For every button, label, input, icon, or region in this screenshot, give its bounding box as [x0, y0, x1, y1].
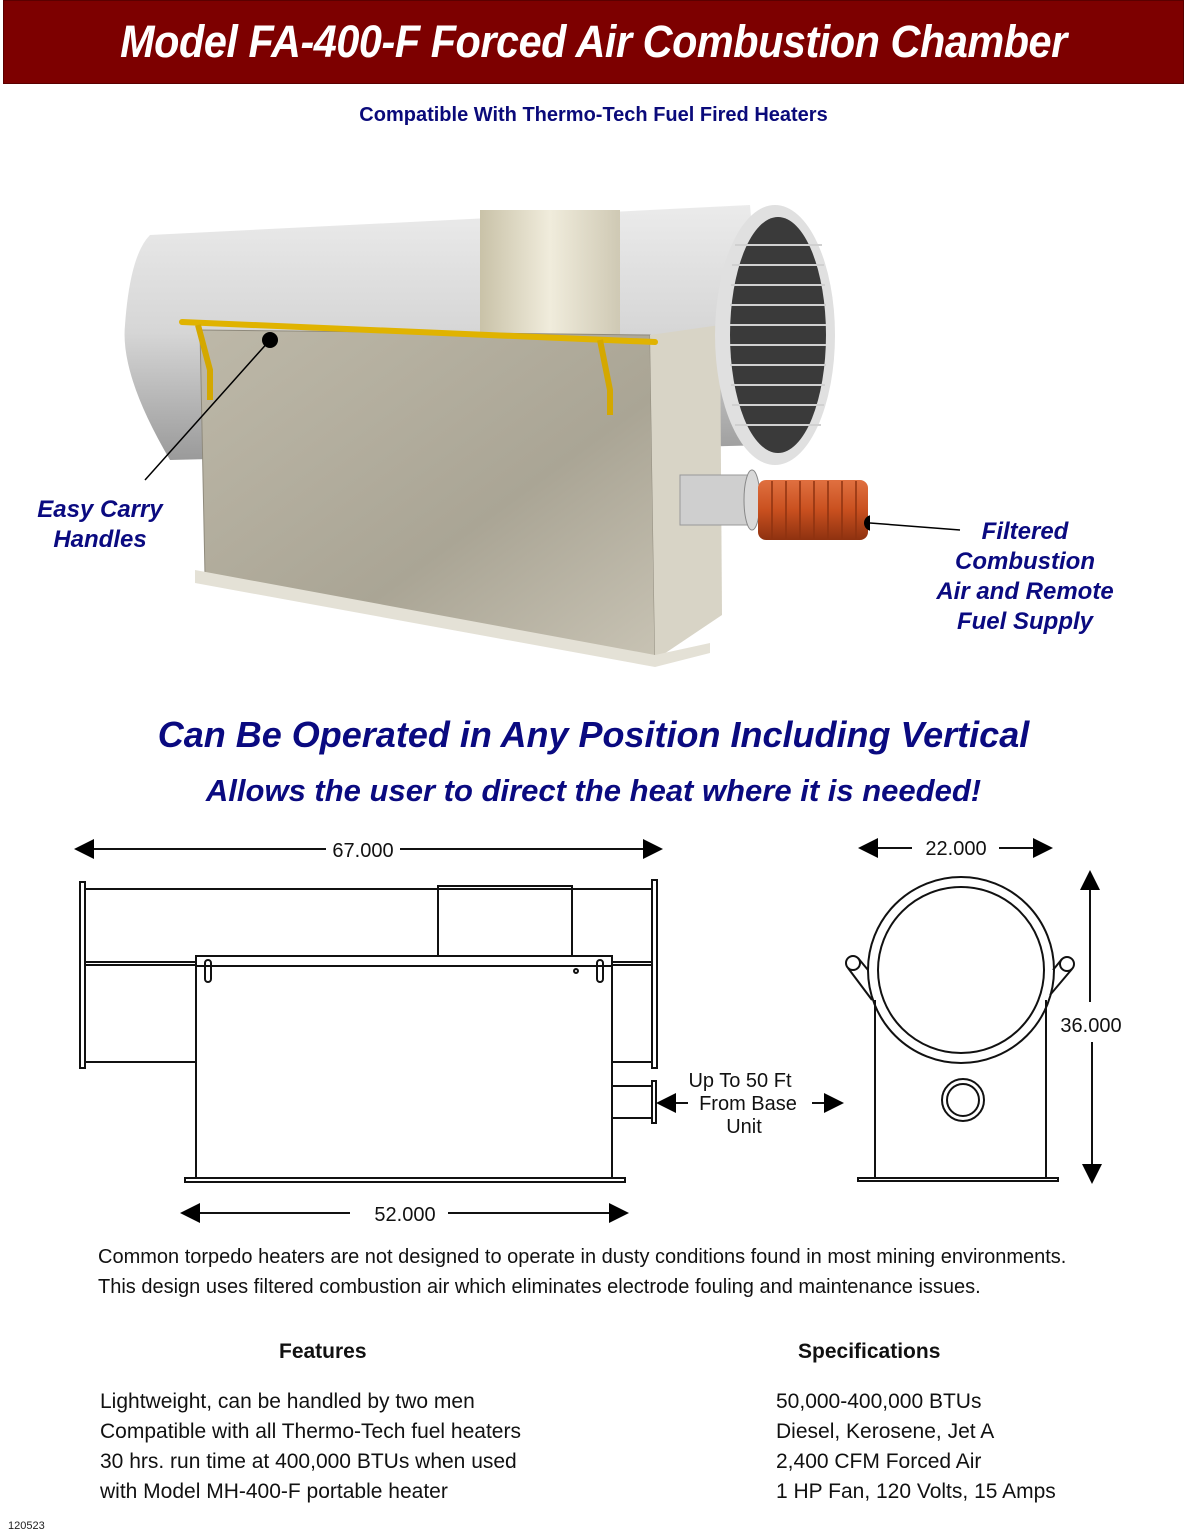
title-banner	[3, 0, 1184, 84]
callout-filtered-air: Filtered Combustion Air and Remote Fuel Supply	[936, 518, 1114, 635]
list-item: 50,000-400,000 BTUs	[776, 1390, 982, 1413]
list-item: Compatible with all Thermo-Tech fuel heaters	[100, 1420, 521, 1443]
headline-secondary: Allows the user to direct the heat where it is needed!	[205, 773, 982, 808]
remote-note-line-3: Unit	[726, 1116, 762, 1138]
list-item: 30 hrs. run time at 400,000 BTUs when used	[100, 1450, 517, 1473]
features-heading: Features	[279, 1340, 367, 1363]
list-item: 2,400 CFM Forced Air	[776, 1450, 982, 1473]
product-render-image	[110, 175, 870, 670]
list-item: Lightweight, can be handled by two men	[100, 1390, 475, 1413]
list-item: Diesel, Kerosene, Jet A	[776, 1420, 995, 1443]
remote-note-line-1: Up To 50 Ft	[688, 1070, 792, 1092]
features-list	[100, 1387, 521, 1507]
specifications-list	[776, 1387, 1056, 1507]
technical-drawings	[0, 820, 1187, 1240]
page-title: Model FA-400-F Forced Air Combustion Chamber	[120, 16, 1067, 67]
list-item: with Model MH-400-F portable heater	[100, 1480, 448, 1503]
remote-note-line-2: From Base	[699, 1093, 797, 1115]
dim-end-width: 22.000	[925, 838, 987, 860]
description-paragraph: Common torpedo heaters are not designed to operate in dusty conditions found in most mining environments. This design uses filtered combustion air which eliminates electrode fouling and maintenance issues.	[98, 1246, 1067, 1298]
document-code: 120523	[8, 1520, 45, 1532]
list-item: 1 HP Fan, 120 Volts, 15 Amps	[776, 1480, 1056, 1503]
headline-primary: Can Be Operated in Any Position Including Vertical	[157, 714, 1030, 755]
dim-overall-length: 67.000	[332, 840, 394, 862]
dim-base-length: 52.000	[374, 1204, 436, 1226]
callout-carry-handles: Easy Carry Handles	[37, 496, 163, 553]
specifications-heading: Specifications	[798, 1340, 941, 1363]
dim-end-height: 36.000	[1060, 1015, 1122, 1037]
subtitle: Compatible With Thermo-Tech Fuel Fired Heaters	[359, 104, 828, 126]
